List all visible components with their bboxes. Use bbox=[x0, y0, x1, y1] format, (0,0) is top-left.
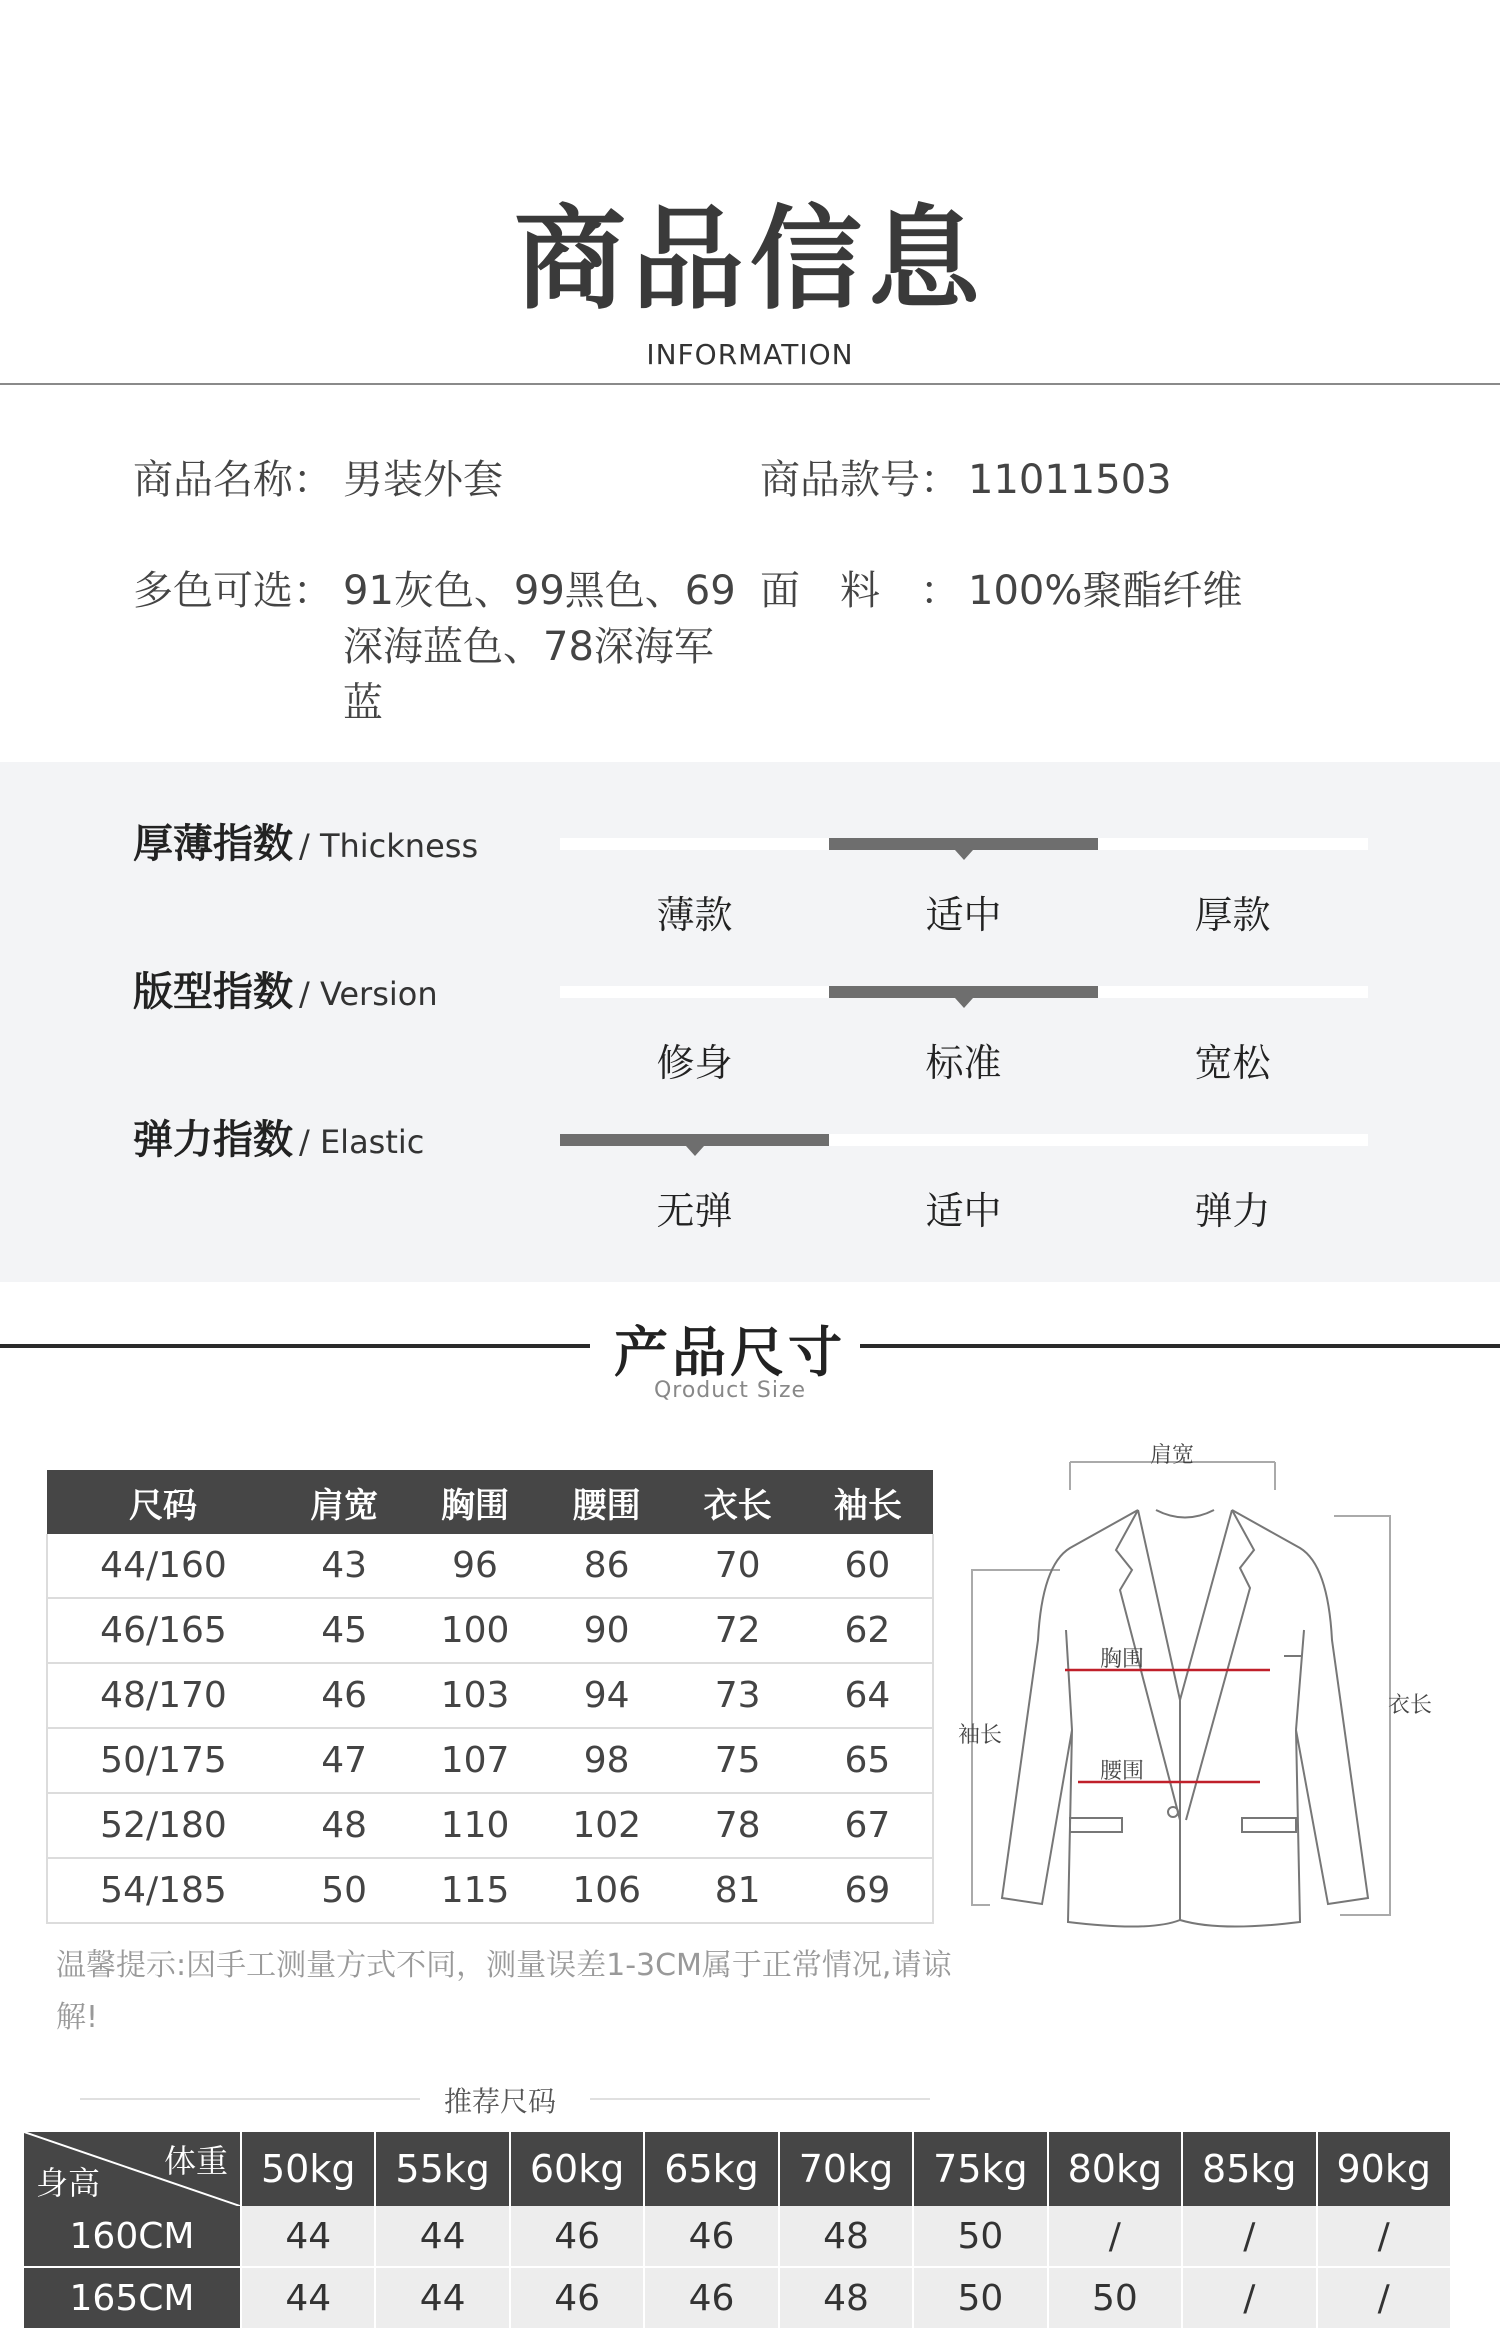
table-row bbox=[47, 1663, 933, 1728]
table-cell: 60 bbox=[803, 1534, 933, 1598]
weight-header: 55kg bbox=[375, 2132, 509, 2206]
product-name-value: 男装外套 bbox=[343, 457, 503, 503]
version-track bbox=[560, 986, 1368, 998]
col-shoulder: 肩宽 bbox=[279, 1470, 409, 1534]
table-cell: 65 bbox=[803, 1728, 933, 1793]
table-cell: / bbox=[1317, 2267, 1452, 2329]
indices-panel bbox=[0, 762, 1500, 1282]
table-cell: 81 bbox=[672, 1858, 802, 1923]
table-row bbox=[47, 1728, 933, 1793]
thickness-en: / Thickness bbox=[299, 827, 479, 865]
weight-header: 70kg bbox=[779, 2132, 913, 2206]
thickness-label bbox=[133, 812, 478, 869]
elastic-en: / Elastic bbox=[299, 1123, 425, 1161]
table-cell: 44 bbox=[375, 2267, 509, 2329]
size-section-title: 产品尺寸 bbox=[614, 1321, 846, 1384]
table-cell: 50 bbox=[1048, 2267, 1182, 2329]
table-cell: 46/165 bbox=[47, 1598, 279, 1663]
table-cell: 48 bbox=[779, 2206, 913, 2267]
diagram-length-label: 衣长 bbox=[1388, 1693, 1433, 1718]
page-subtitle: INFORMATION bbox=[646, 338, 854, 371]
table-cell: 46 bbox=[644, 2267, 778, 2329]
table-row bbox=[24, 2267, 1451, 2329]
version-option-slim: 修身 bbox=[656, 1041, 733, 1085]
table-row bbox=[47, 1858, 933, 1923]
col-waist: 腰围 bbox=[541, 1470, 673, 1534]
table-cell: 44 bbox=[241, 2206, 375, 2267]
version-title: 版型指数 bbox=[133, 969, 293, 1015]
product-code-value: 11011503 bbox=[968, 457, 1172, 503]
diagram-waist-label: 腰围 bbox=[1100, 1759, 1145, 1784]
table-cell: 64 bbox=[803, 1663, 933, 1728]
weight-header: 75kg bbox=[913, 2132, 1047, 2206]
weight-header: 85kg bbox=[1182, 2132, 1316, 2206]
table-cell: 103 bbox=[409, 1663, 541, 1728]
fabric-label: 面 料 ： bbox=[760, 568, 960, 614]
table-cell: 102 bbox=[541, 1793, 673, 1858]
product-code-row bbox=[760, 452, 1400, 512]
measurement-tip: 温馨提示:因手工测量方式不同，测量误差1-3CM属于正常情况,请谅解! bbox=[56, 1948, 952, 2035]
table-cell: 47 bbox=[279, 1728, 409, 1793]
recommend-table bbox=[24, 2132, 1452, 2330]
table-cell: 67 bbox=[803, 1793, 933, 1858]
table-cell: 62 bbox=[803, 1598, 933, 1663]
height-cell: 160CM bbox=[24, 2206, 241, 2267]
table-cell: 52/180 bbox=[47, 1793, 279, 1858]
weight-header: 90kg bbox=[1317, 2132, 1452, 2206]
elastic-track bbox=[560, 1134, 1368, 1146]
thickness-track bbox=[560, 838, 1368, 850]
page-title: 商品信息 bbox=[514, 195, 986, 325]
table-cell: 107 bbox=[409, 1728, 541, 1793]
table-cell: 44/160 bbox=[47, 1534, 279, 1598]
thickness-option-medium: 适中 bbox=[925, 893, 1002, 937]
table-cell: 50 bbox=[279, 1858, 409, 1923]
table-cell: 46 bbox=[510, 2267, 644, 2329]
table-cell: / bbox=[1048, 2206, 1182, 2267]
table-cell: 86 bbox=[541, 1534, 673, 1598]
table-cell: 44 bbox=[241, 2267, 375, 2329]
height-cell: 165CM bbox=[24, 2267, 241, 2329]
version-option-standard: 标准 bbox=[925, 1041, 1002, 1085]
size-table bbox=[46, 1470, 934, 1924]
table-cell: 69 bbox=[803, 1858, 933, 1923]
table-cell: / bbox=[1182, 2206, 1316, 2267]
table-cell: 45 bbox=[279, 1598, 409, 1663]
corner-weight-label: 体重 bbox=[163, 2142, 228, 2180]
thickness-option-thin: 薄款 bbox=[656, 893, 733, 937]
table-cell: 100 bbox=[409, 1598, 541, 1663]
elastic-title: 弹力指数 bbox=[133, 1117, 293, 1163]
table-cell: 70 bbox=[672, 1534, 802, 1598]
table-cell: 94 bbox=[541, 1663, 673, 1728]
table-cell: 50 bbox=[913, 2206, 1047, 2267]
table-cell: 44 bbox=[375, 2206, 509, 2267]
table-row bbox=[24, 2206, 1451, 2267]
colors-value: 91灰色、99黑色、69深海蓝色、78深海军蓝 bbox=[343, 568, 736, 726]
table-cell: 54/185 bbox=[47, 1858, 279, 1923]
colors-label: 多色可选： bbox=[133, 568, 333, 614]
thickness-option-thick: 厚款 bbox=[1194, 893, 1271, 937]
recommend-table-header bbox=[24, 2132, 1451, 2206]
col-length: 衣长 bbox=[672, 1470, 802, 1534]
table-cell: / bbox=[1182, 2267, 1316, 2329]
table-cell: 50/175 bbox=[47, 1728, 279, 1793]
col-size: 尺码 bbox=[47, 1470, 279, 1534]
table-row bbox=[47, 1534, 933, 1598]
elastic-label bbox=[133, 1108, 424, 1165]
diagram-sleeve-label: 袖长 bbox=[958, 1723, 1003, 1748]
table-cell: 46 bbox=[279, 1663, 409, 1728]
weight-header: 60kg bbox=[510, 2132, 644, 2206]
diagram-shoulder-label: 肩宽 bbox=[1150, 1443, 1195, 1468]
thickness-title: 厚薄指数 bbox=[133, 821, 293, 867]
elastic-option-stretch: 弹力 bbox=[1194, 1189, 1271, 1233]
version-indicator bbox=[829, 986, 1098, 998]
elastic-option-medium: 适中 bbox=[925, 1189, 1002, 1233]
colors-row bbox=[133, 563, 753, 743]
recommend-corner bbox=[24, 2132, 241, 2206]
table-row bbox=[47, 1793, 933, 1858]
table-cell: 78 bbox=[672, 1793, 802, 1858]
diagram-chest-label: 胸围 bbox=[1100, 1647, 1145, 1672]
weight-header: 65kg bbox=[644, 2132, 778, 2206]
table-cell: 50 bbox=[913, 2267, 1047, 2329]
size-heading-line-right bbox=[860, 1344, 1500, 1348]
table-row bbox=[47, 1598, 933, 1663]
table-cell: 73 bbox=[672, 1663, 802, 1728]
size-heading-line-left bbox=[0, 1344, 590, 1348]
fabric-value: 100%聚酯纤维 bbox=[968, 568, 1243, 614]
weight-header: 80kg bbox=[1048, 2132, 1182, 2206]
table-cell: 96 bbox=[409, 1534, 541, 1598]
table-cell: 115 bbox=[409, 1858, 541, 1923]
table-cell: 90 bbox=[541, 1598, 673, 1663]
table-cell: 46 bbox=[510, 2206, 644, 2267]
table-cell: 72 bbox=[672, 1598, 802, 1663]
weight-header: 50kg bbox=[241, 2132, 375, 2206]
table-cell: / bbox=[1317, 2206, 1452, 2267]
elastic-option-none: 无弹 bbox=[656, 1189, 733, 1233]
corner-height-label: 身高 bbox=[36, 2164, 101, 2202]
table-cell: 106 bbox=[541, 1858, 673, 1923]
version-en: / Version bbox=[299, 975, 438, 1013]
col-sleeve: 袖长 bbox=[803, 1470, 933, 1534]
size-section-subtitle: Qroduct Size bbox=[653, 1378, 807, 1403]
jacket-outline-icon bbox=[950, 1400, 1460, 1960]
header-divider bbox=[0, 383, 1500, 385]
table-cell: 98 bbox=[541, 1728, 673, 1793]
thickness-indicator bbox=[829, 838, 1098, 850]
table-cell: 43 bbox=[279, 1534, 409, 1598]
table-cell: 46 bbox=[644, 2206, 778, 2267]
table-cell: 48 bbox=[279, 1793, 409, 1858]
product-name-label: 商品名称： bbox=[133, 457, 333, 503]
elastic-indicator bbox=[560, 1134, 829, 1146]
version-option-loose: 宽松 bbox=[1194, 1041, 1271, 1085]
recommend-title: 推荐尺码 bbox=[443, 2085, 556, 2118]
product-code-label: 商品款号： bbox=[760, 457, 960, 503]
product-name-row bbox=[133, 452, 733, 512]
size-table-header bbox=[47, 1470, 933, 1534]
fabric-row bbox=[760, 563, 1400, 623]
table-cell: 75 bbox=[672, 1728, 802, 1793]
table-cell: 48/170 bbox=[47, 1663, 279, 1728]
table-cell: 110 bbox=[409, 1793, 541, 1858]
col-chest: 胸围 bbox=[409, 1470, 541, 1534]
jacket-diagram bbox=[950, 1400, 1460, 1960]
version-label bbox=[133, 960, 438, 1017]
table-cell: 48 bbox=[779, 2267, 913, 2329]
